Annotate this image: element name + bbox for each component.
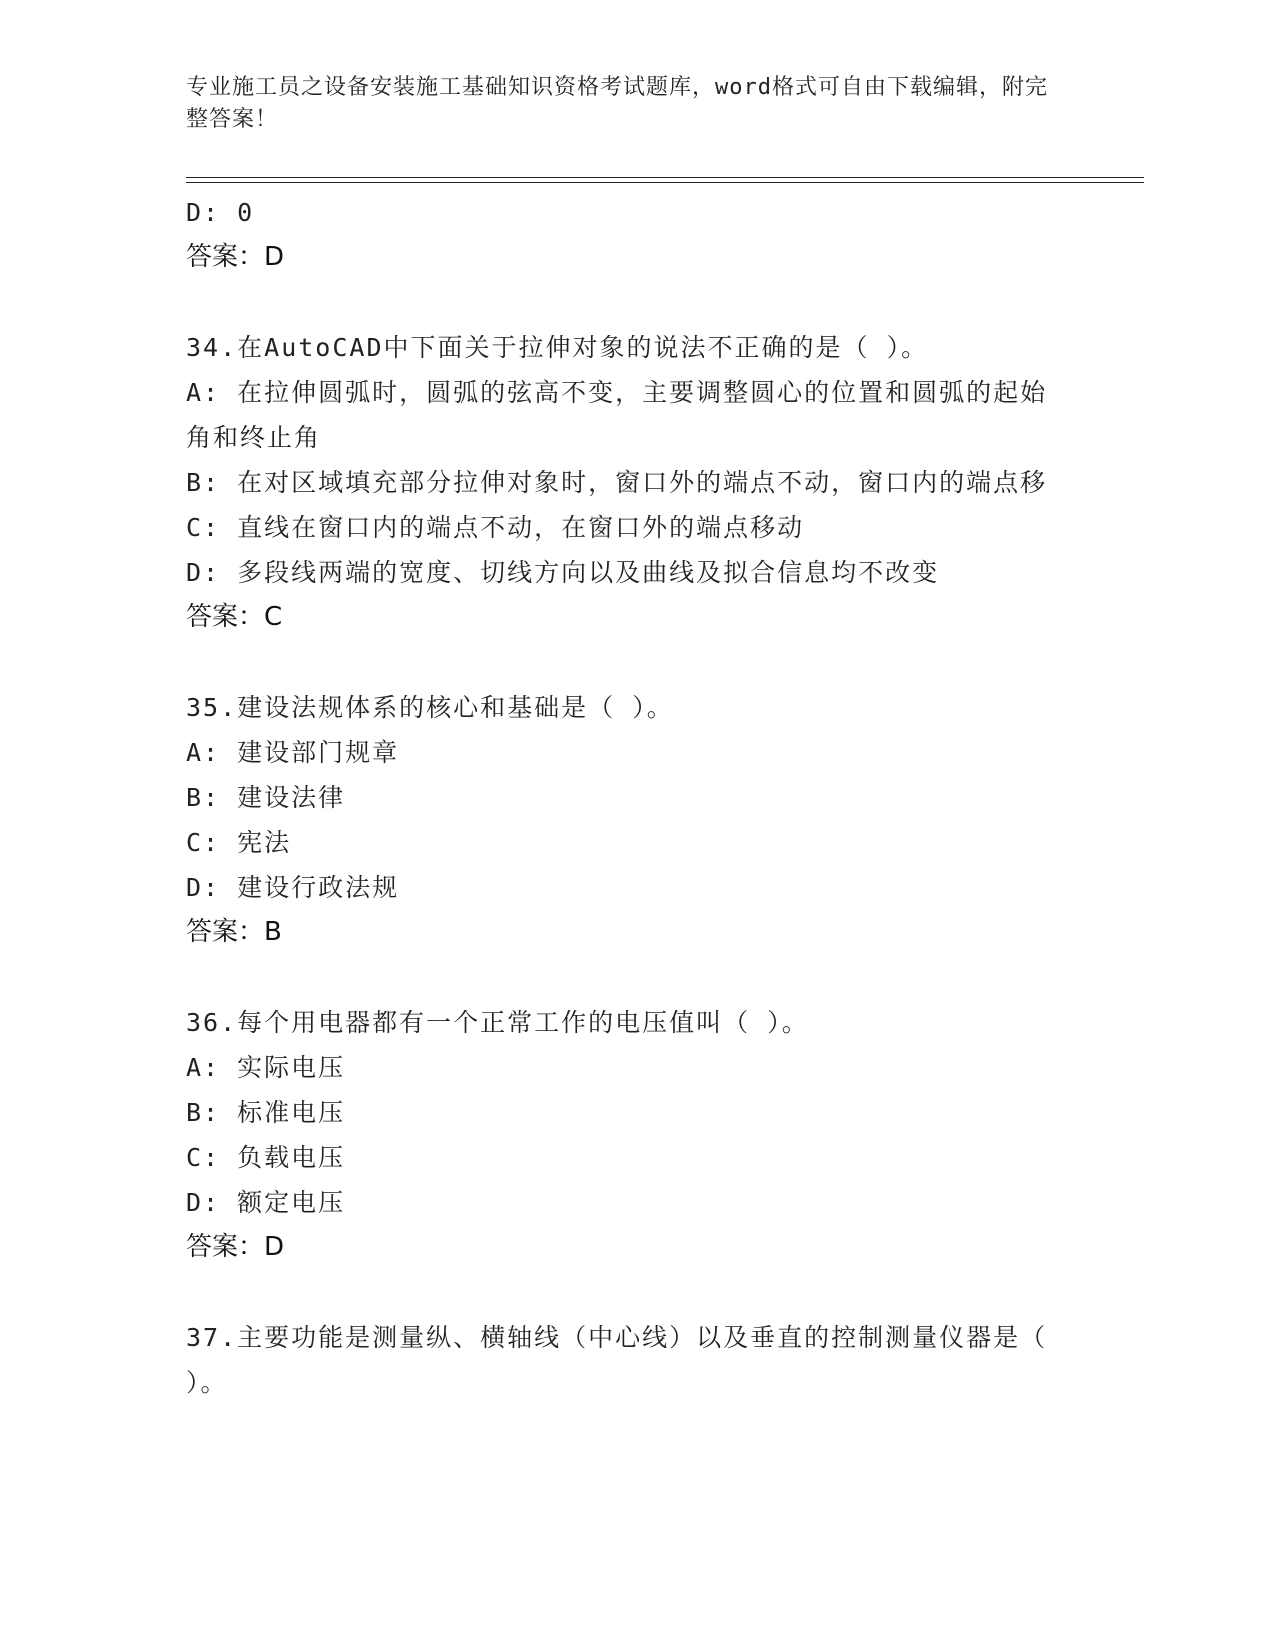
question-36 [186, 1000, 1066, 1270]
option-a: A: 建设部门规章 [186, 738, 400, 767]
option-c: C: 直线在窗口内的端点不动，在窗口外的端点移动 [186, 513, 805, 542]
question-stem: 34.在AutoCAD中下面关于拉伸对象的说法不正确的是（ ）。 [186, 333, 929, 362]
question-spacer [186, 280, 1066, 325]
question-stem: 36.每个用电器都有一个正常工作的电压值叫（ ）。 [186, 1008, 809, 1037]
option-d: D: 额定电压 [186, 1188, 346, 1217]
option-c: C: 宪法 [186, 828, 292, 857]
option-b: B: 建设法律 [186, 783, 346, 812]
question-spacer [186, 1270, 1066, 1315]
header-divider-bottom [186, 182, 1144, 183]
question-spacer [186, 955, 1066, 1000]
answer-line: 答案：C [186, 602, 283, 632]
option-c: C: 负载电压 [186, 1143, 346, 1172]
answer-line: 答案：D [186, 242, 285, 272]
option-d: D: 0 [186, 198, 255, 227]
question-34 [186, 325, 1066, 640]
question-37 [186, 1315, 1066, 1405]
question-spacer [186, 640, 1066, 685]
option-b: B: 在对区域填充部分拉伸对象时，窗口外的端点不动，窗口内的端点移 [186, 468, 1048, 497]
option-d: D: 多段线两端的宽度、切线方向以及曲线及拟合信息均不改变 [186, 558, 940, 587]
header-divider-top [186, 177, 1144, 178]
answer-line: 答案：D [186, 1232, 285, 1262]
option-d: D: 建设行政法规 [186, 873, 400, 902]
question-list [186, 190, 1066, 1405]
question-stem: 37.主要功能是测量纵、横轴线（中心线）以及垂直的控制测量仪器是（ ）。 [186, 1323, 1065, 1397]
question-35 [186, 685, 1066, 955]
option-a: A: 在拉伸圆弧时，圆弧的弦高不变，主要调整圆心的位置和圆弧的起始角和终止角 [186, 378, 1048, 452]
document-header [186, 72, 1066, 136]
question-stem: 35.建设法规体系的核心和基础是（ ）。 [186, 693, 674, 722]
answer-line: 答案：B [186, 917, 282, 947]
option-a: A: 实际电压 [186, 1053, 346, 1082]
option-b: B: 标准电压 [186, 1098, 346, 1127]
header-text: 专业施工员之设备安装施工基础知识资格考试题库，word格式可自由下载编辑，附完整答案！ [186, 75, 1048, 132]
